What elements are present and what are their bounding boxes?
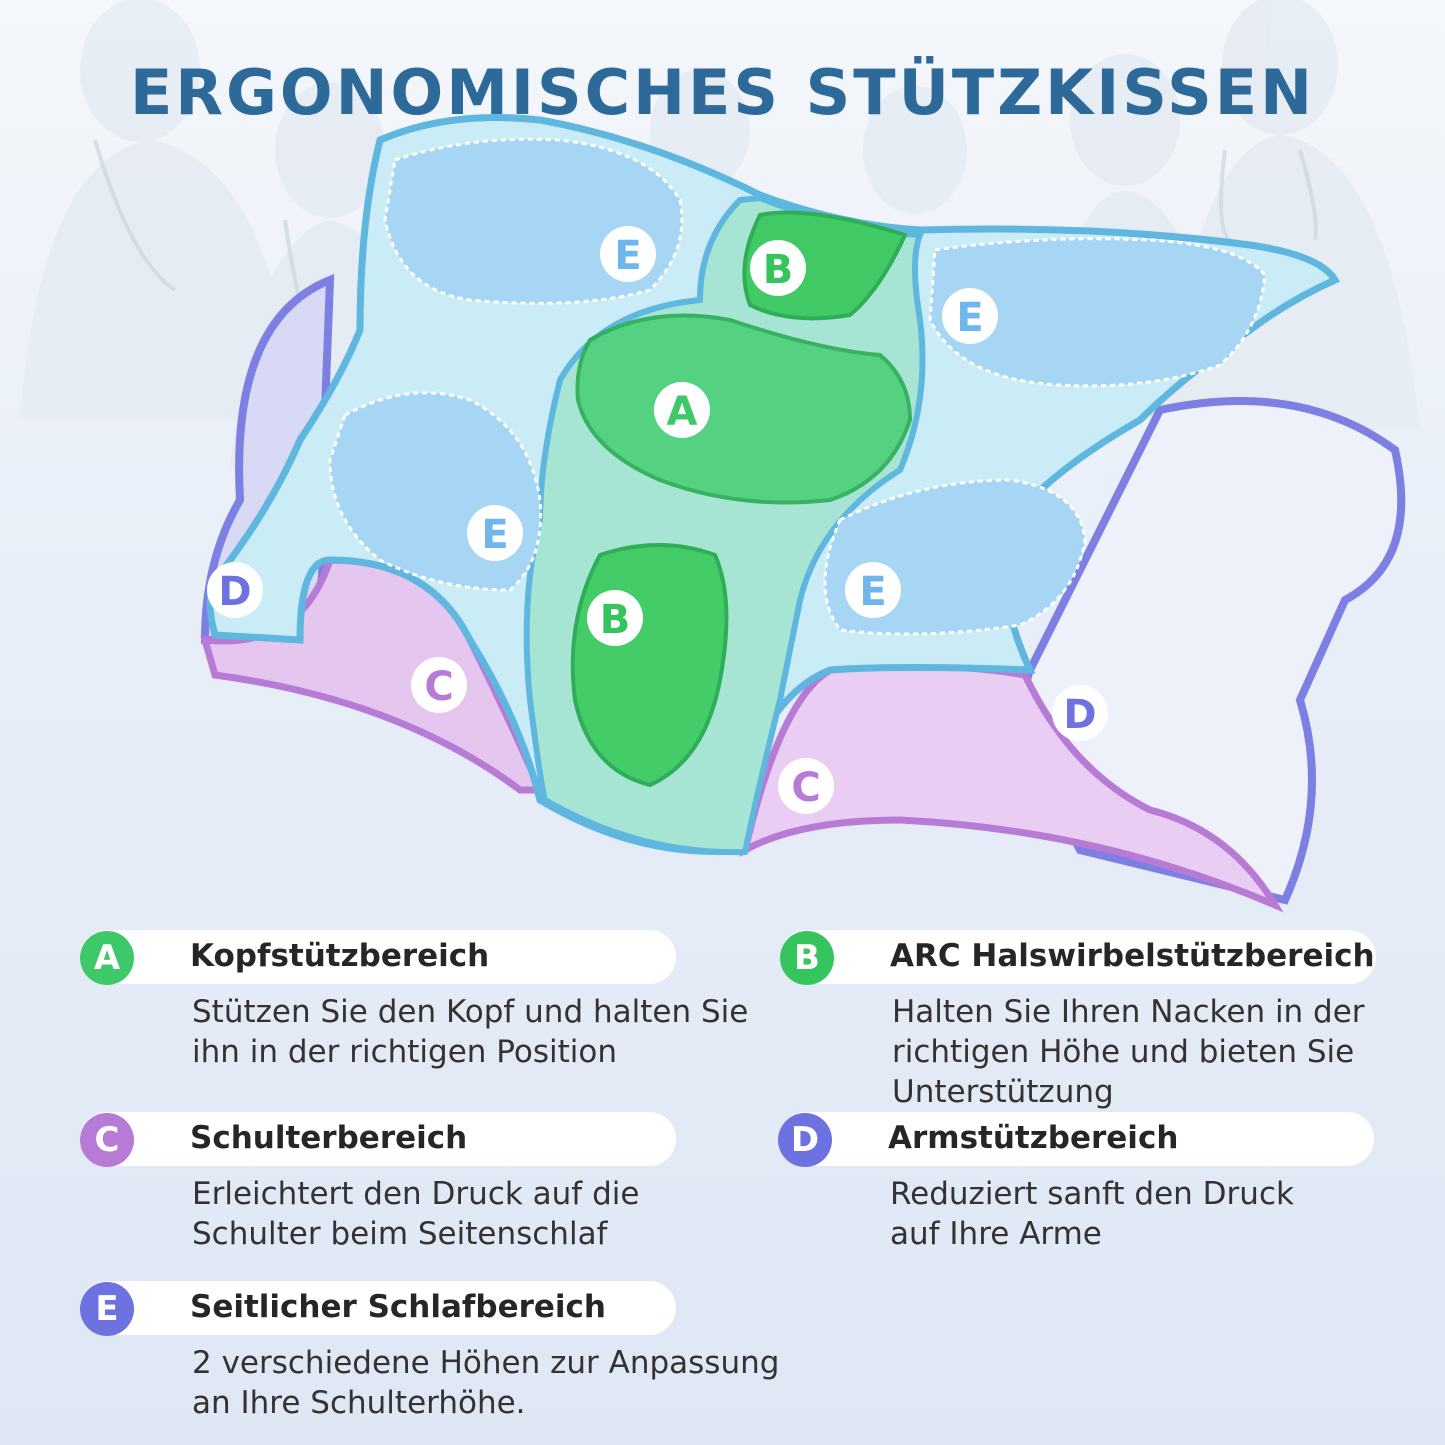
marker-e-bottom-right bbox=[845, 562, 901, 618]
marker-d-left bbox=[207, 562, 263, 618]
marker-b-bottom bbox=[587, 590, 643, 646]
svg-text:E: E bbox=[956, 295, 984, 341]
marker-a bbox=[654, 382, 710, 438]
svg-text:E: E bbox=[614, 233, 642, 279]
legend-description: Reduziert sanft den Druck auf Ihre Arme bbox=[890, 1176, 1294, 1252]
marker-c-left bbox=[411, 657, 467, 713]
svg-text:E: E bbox=[481, 512, 509, 558]
legend-description: 2 verschiedene Höhen zur Anpassung an Ihre Schulterhöhe. bbox=[192, 1345, 780, 1421]
legend-description: Stützen Sie den Kopf und halten Sie ihn in der richtigen Position bbox=[192, 994, 749, 1070]
legend-title: Armstützbereich bbox=[888, 1120, 1179, 1156]
legend-description: Halten Sie Ihren Nacken in der richtigen Höhe und bieten Sie Unterstützung bbox=[892, 994, 1365, 1110]
marker-b-top bbox=[750, 240, 806, 296]
legend-title: Kopfstützbereich bbox=[190, 938, 490, 974]
badge-e-icon: E bbox=[80, 1282, 134, 1336]
svg-text:D: D bbox=[1063, 692, 1097, 738]
marker-e-top-right bbox=[942, 288, 998, 344]
svg-text:C: C bbox=[424, 664, 454, 710]
svg-text:B: B bbox=[762, 247, 794, 293]
marker-d-right bbox=[1052, 685, 1108, 741]
marker-c-right bbox=[778, 758, 834, 814]
badge-d-icon: D bbox=[778, 1113, 832, 1167]
svg-text:D: D bbox=[218, 569, 252, 615]
page-title: ERGONOMISCHES STÜTZKISSEN bbox=[129, 55, 1316, 129]
legend-title: Schulterbereich bbox=[190, 1120, 468, 1156]
svg-text:B: B bbox=[599, 597, 631, 643]
badge-b-icon: B bbox=[780, 931, 834, 985]
badge-c-icon: C bbox=[80, 1113, 134, 1167]
legend-title: Seitlicher Schlafbereich bbox=[190, 1289, 607, 1325]
legend-description: Erleichtert den Druck auf die Schulter beim Seitenschlaf bbox=[192, 1176, 640, 1252]
marker-e-bottom-left bbox=[467, 505, 523, 561]
svg-text:C: C bbox=[791, 765, 821, 811]
marker-e-top-left bbox=[600, 226, 656, 282]
badge-a-icon: A bbox=[80, 931, 134, 985]
svg-text:A: A bbox=[666, 389, 698, 435]
svg-text:E: E bbox=[859, 569, 887, 615]
legend-title: ARC Halswirbelstützbereich bbox=[890, 938, 1375, 974]
